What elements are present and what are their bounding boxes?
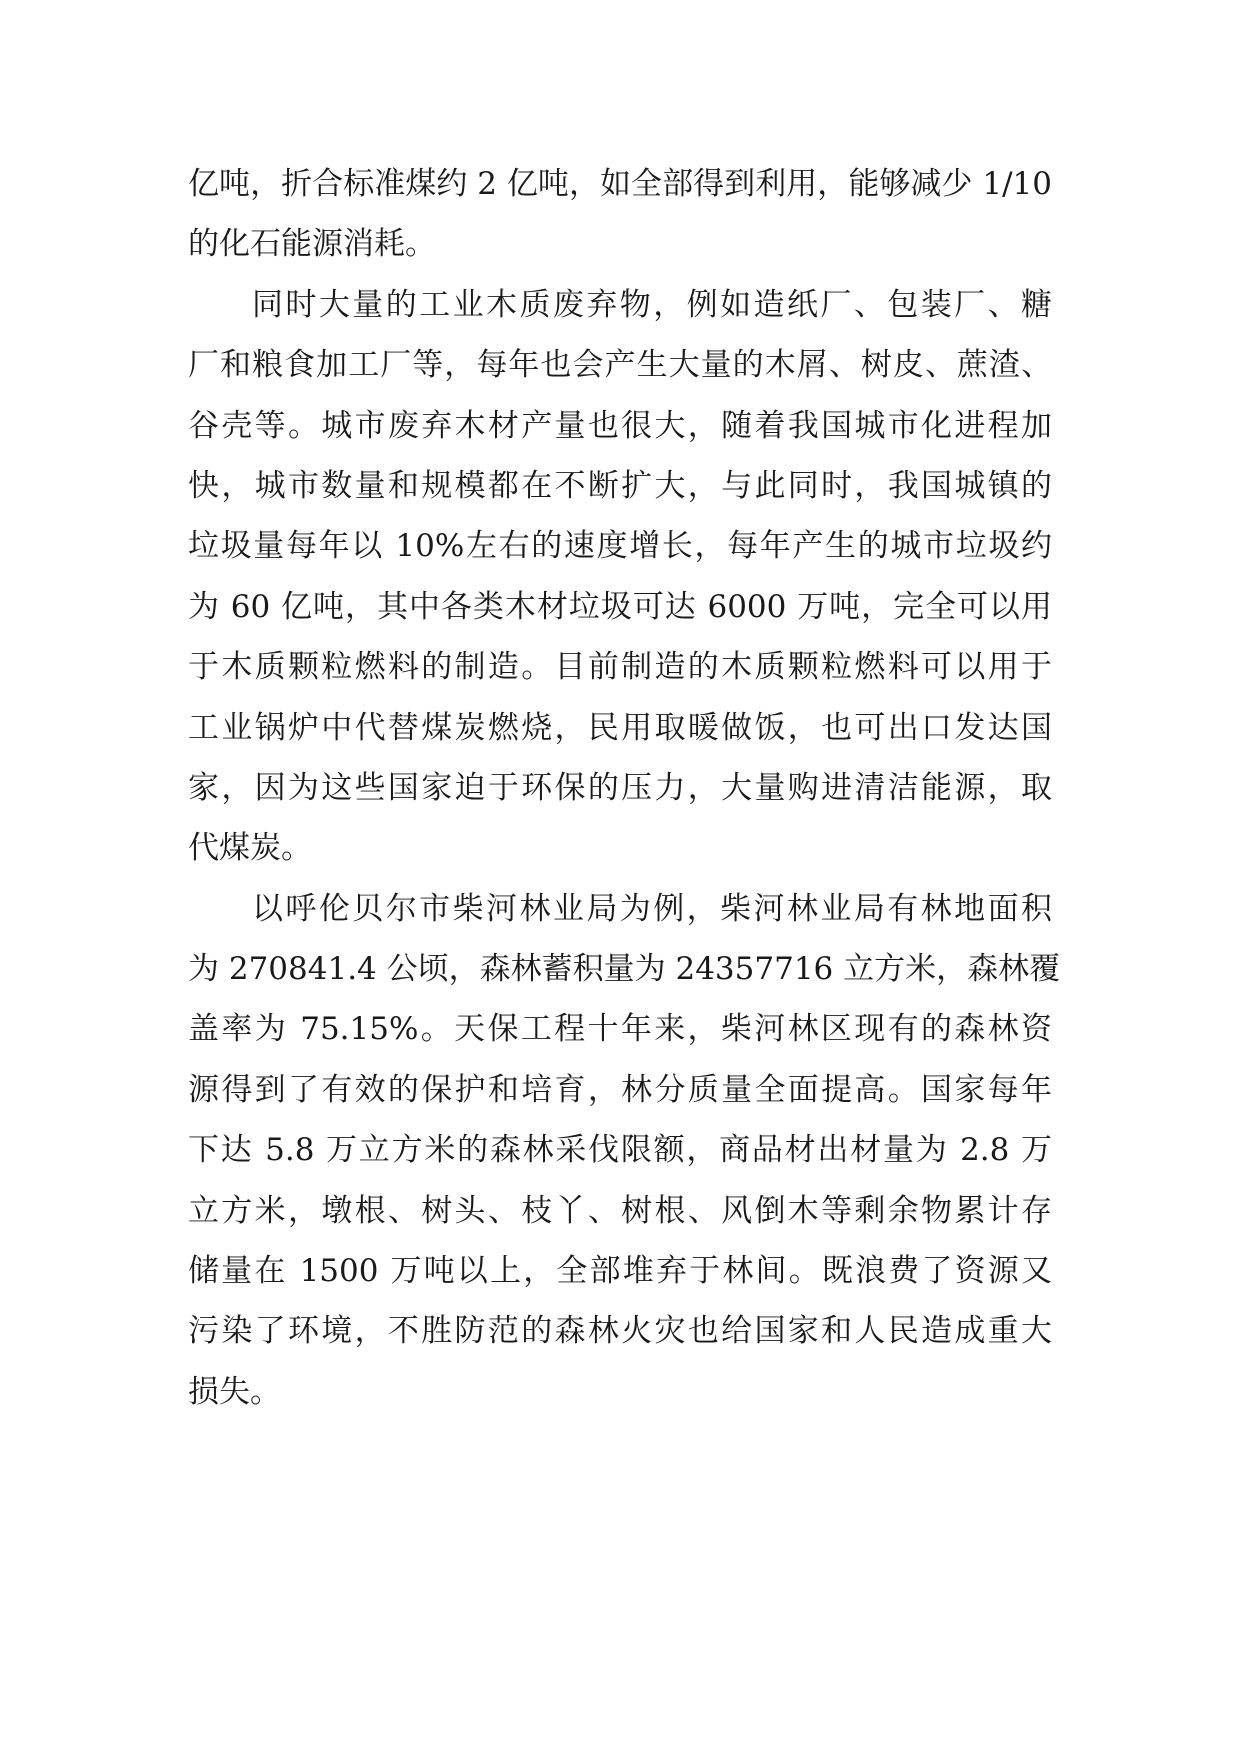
text-line: 厂和粮食加工厂等，每年也会产生大量的木屑、树皮、蔗渣、 (188, 347, 1052, 384)
text-line: 损失。 (188, 1373, 281, 1410)
text-line: 同时大量的工业木质废弃物，例如造纸厂、包装厂、糖 (252, 286, 1052, 323)
text-line: 污染了环境，不胜防范的森林火灾也给国家和人民造成重大 (188, 1313, 1052, 1350)
paragraph (188, 879, 1061, 1423)
text-line: 以呼伦贝尔市柴河林业局为例，柴河林业局有林地面积 (252, 890, 1052, 927)
paragraph (188, 275, 1052, 879)
text-line: 谷壳等。城市废弃木材产量也很大，随着我国城市化进程加 (188, 407, 1052, 444)
text-line: 的化石能源消耗。 (188, 226, 436, 263)
text-line: 立方米，墩根、树头、枝丫、树根、风倒木等剩余物累计存 (188, 1192, 1052, 1229)
text-line: 储量在 1500 万吨以上，全部堆弃于林间。既浪费了资源又 (188, 1253, 1052, 1290)
text-line: 垃圾量每年以 10%左右的速度增长，每年产生的城市垃圾约 (188, 528, 1052, 565)
text-line: 快，城市数量和规模都在不断扩大，与此同时，我国城镇的 (188, 467, 1052, 504)
paragraph (188, 154, 1052, 275)
text-line: 源得到了有效的保护和培育，林分质量全面提高。国家每年 (188, 1071, 1052, 1108)
text-line: 工业锅炉中代替煤炭燃烧，民用取暖做饭，也可出口发达国 (188, 709, 1052, 746)
body-text (188, 154, 1061, 1422)
text-line: 于木质颗粒燃料的制造。目前制造的木质颗粒燃料可以用于 (188, 649, 1052, 686)
text-line: 为 270841.4 公顷，森林蓄积量为 24357716 立方米，森林覆 (188, 951, 1061, 988)
text-line: 为 60 亿吨，其中各类木材垃圾可达 6000 万吨，完全可以用 (188, 588, 1052, 625)
text-line: 盖率为 75.15%。天保工程十年来，柴河林区现有的森林资 (188, 1011, 1052, 1048)
text-line: 亿吨，折合标准煤约 2 亿吨，如全部得到利用，能够减少 1/10 (188, 166, 1052, 202)
text-line: 代煤炭。 (188, 830, 312, 867)
text-line: 家，因为这些国家迫于环保的压力，大量购进清洁能源，取 (188, 769, 1052, 806)
text-line: 下达 5.8 万立方米的森林采伐限额，商品材出材量为 2.8 万 (188, 1132, 1052, 1169)
